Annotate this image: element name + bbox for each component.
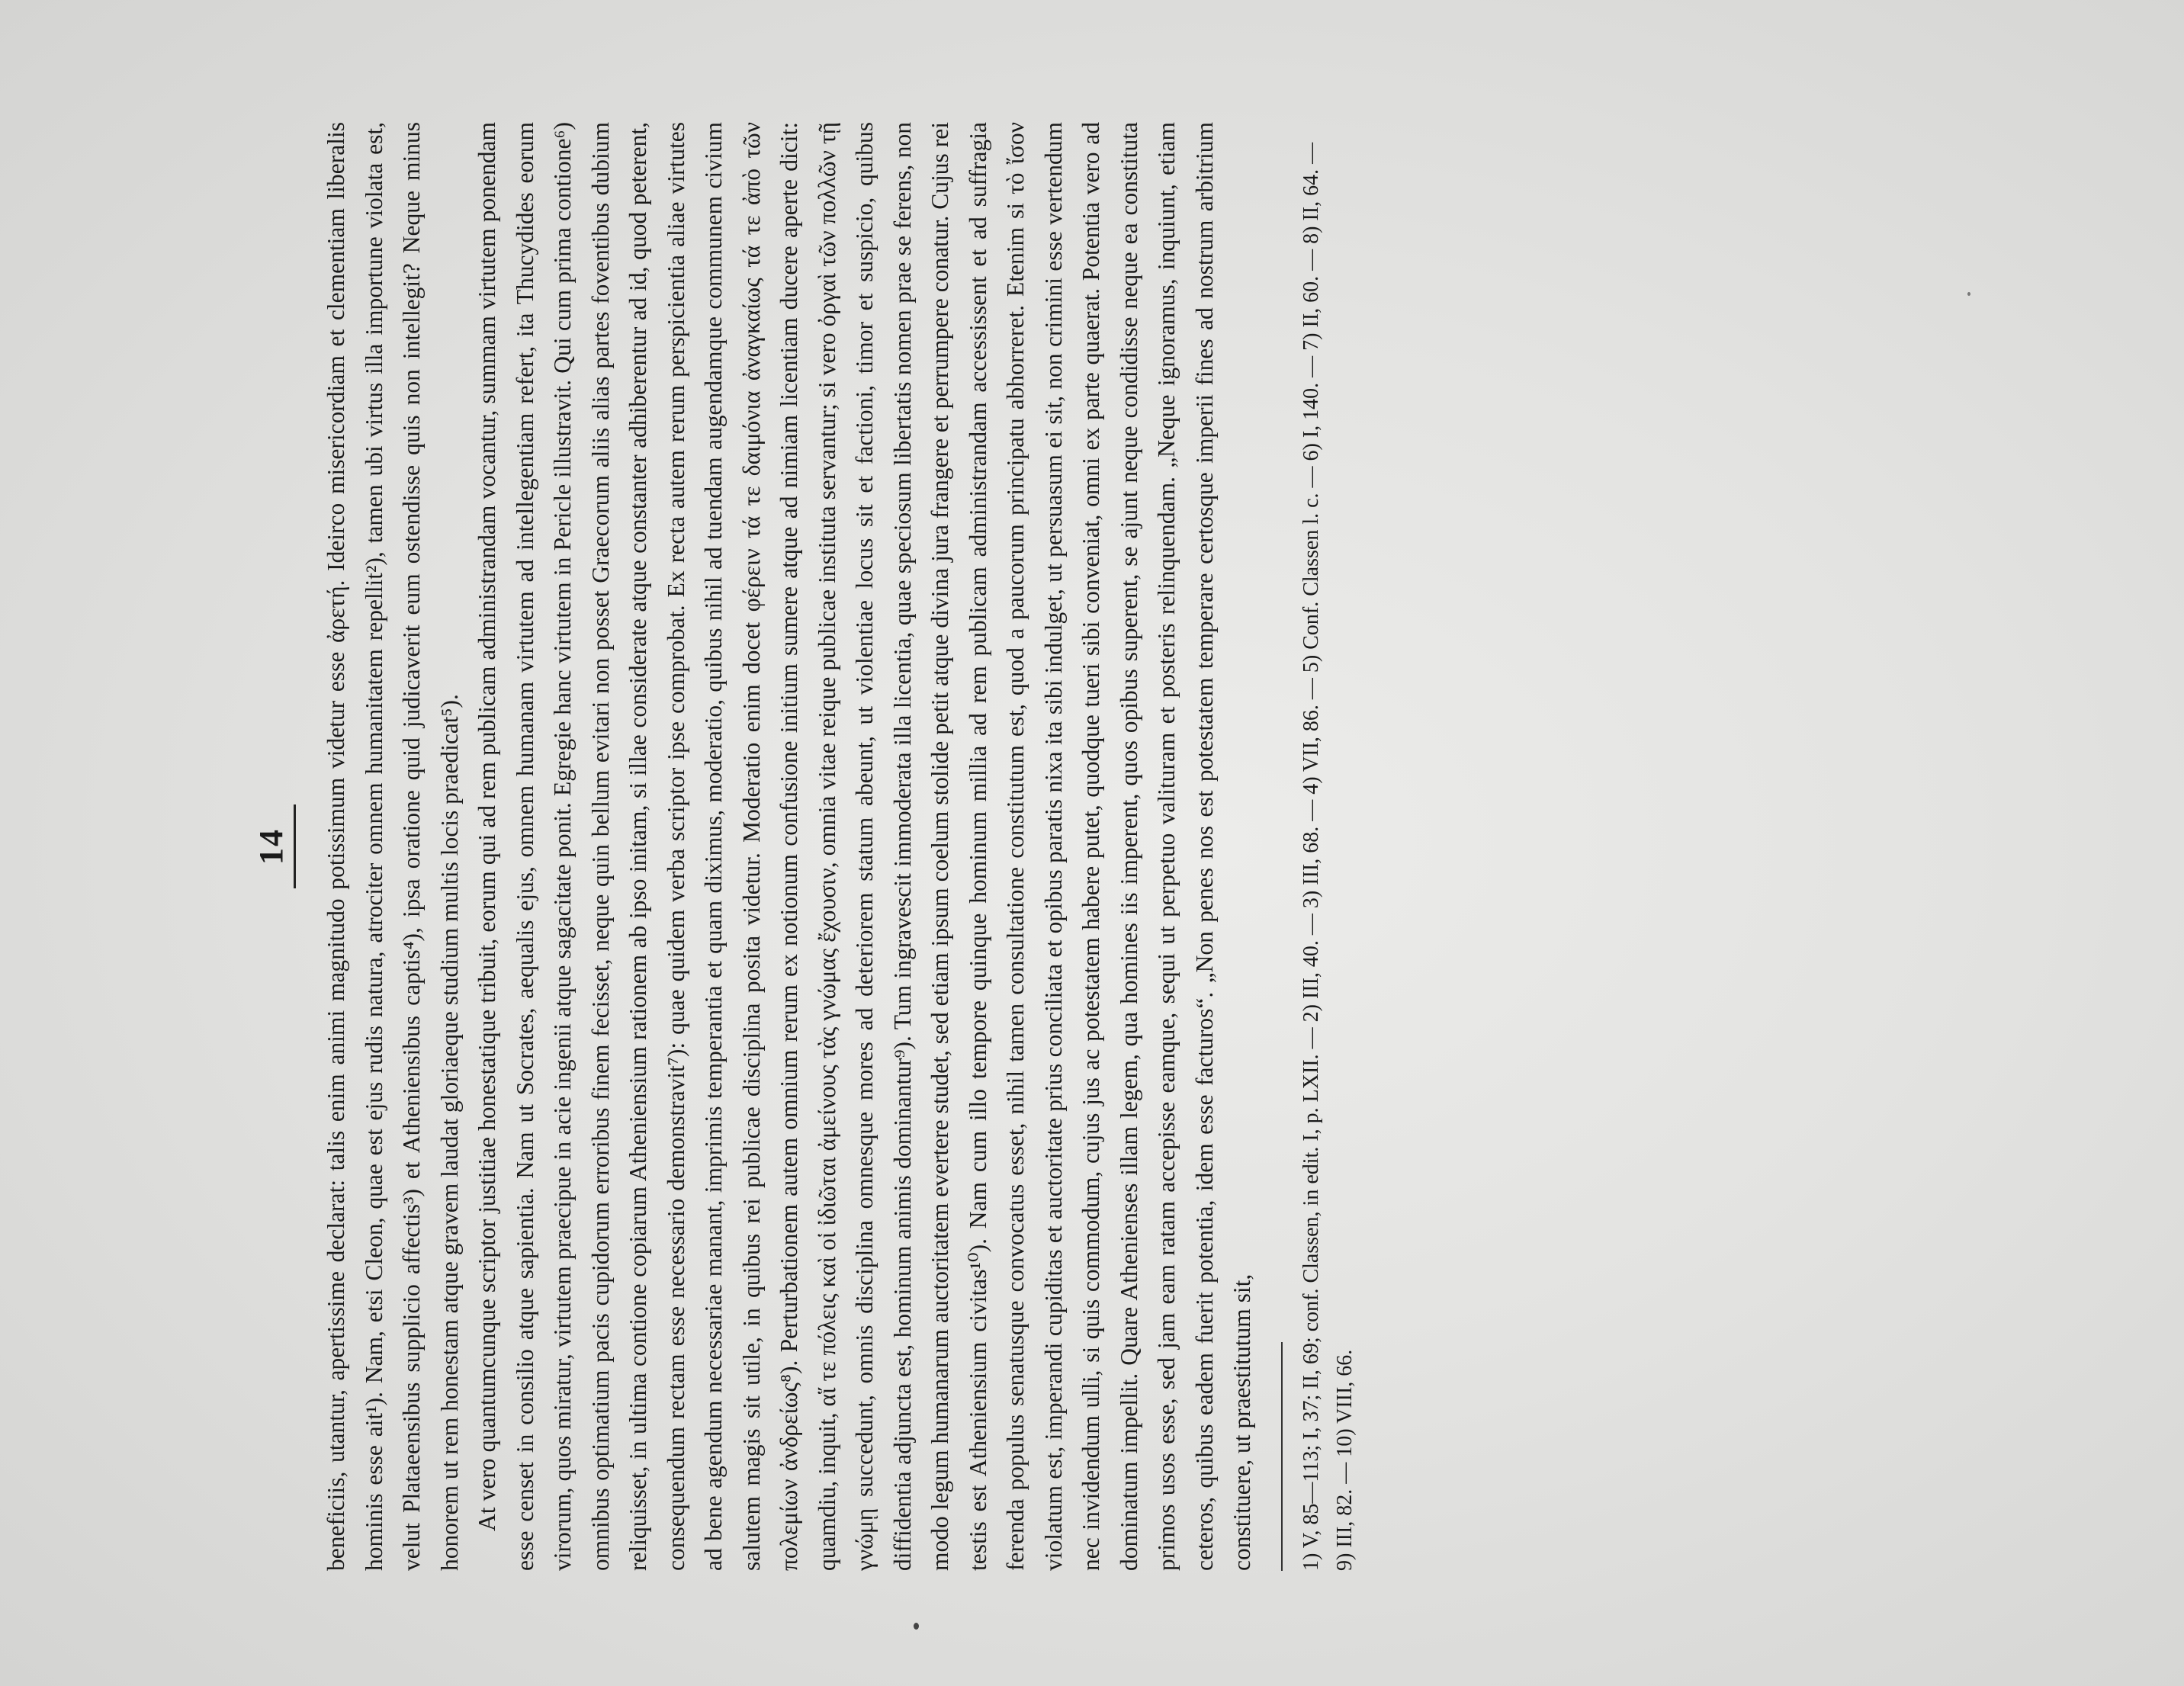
body-text <box>317 122 1261 1571</box>
footnote-text: 1) V, 85—113; I, 37; II, 69; conf. Classen, in edit. I, p. LXII. — 2) III, 40. — 3) III, 68. — 4) VII, 86. — 5) Conf. Classen l. c. — 6) I, 140. — 7) II, 60. — 8) II, 64. — 9) III, 82. — 10) VIII, 66. <box>1299 142 1357 1571</box>
dust-speck <box>1967 292 1970 296</box>
paragraph-2: At vero quantumcunque scriptor justitiae honestatique tribuit, eorum qui ad rem publicam administrandam vocantur, summam virtutem ponendam esse censet in consilio atque sapientia. Nam ut Socrates, aequalis ejus, omnem humanam virtutem ad intellegentiam refert, ita Thucydides eorum virorum, quos miratur, virtutem praecipue in acie ingenii atque sagacitate ponit. Egregie hanc virtutem in Pericle illustravit. Qui cum prima contione⁶) omnibus optimatium pacis cupidorum erroribus finem fecisset, neque quin bellum evitari non posset Graecorum aliis alias partes foventibus dubium reliquisset, in ultima contione copiarum Atheniensium rationem ab ipso initam, si illae considerate atque constanter adhiberentur ad id, quod peterent, consequendum rectam esse necessario demonstravit⁷): quae quidem verba scriptor ipse comprobat. Ex recta autem rerum perspicientia aliae virtutes ad bene agendum necessariae manant, imprimis temperantia et quam diximus, moderatio, quibus nihil ad tuendam augendamque communem civium salutem magis sit utile, in quibus rei publicae disciplina posita videtur. Moderatio enim docet φέρειν τά τε δαιμόνια ἀναγκαίως τά τε ἀπὸ τῶν πολεμίων ἀνδρείως⁸). Perturbationem autem omnium rerum ex notionum confusione initium sumere atque ad nimiam licentiam ducere aperte dicit: quamdiu, inquit, αἵ τε πόλεις καὶ οἱ ἰδιῶται ἀμείνους τὰς γνώμας ἔχουσιν, omnia vitae reique publicae instituta servantur; si vero ὀργαὶ τῶν πολλῶν τῇ γνώμῃ succedunt, omnis disciplina omnesque mores ad deteriorem statum abeunt, ut violentiae locus sit et factioni, timor et suspicio, quibus diffidentia adjuncta est, hominum animis dominantur⁹). Tum ingravescit immoderata illa licentia, quae speciosum libertatis nomen prae se ferens, non modo legum humanarum auctoritatem evertere studet, sed etiam ipsum coelum stolide petit atque divina jura frangere et perrumpere conatur. Cujus rei testis est Atheniensium civitas¹⁰). Nam cum illo tempore quinque hominum millia ad rem publicam administrandam accessissent et ad suffragia ferenda populus senatusque convocatus esset, nihil tamen consultatione constitutum est, quod a paucorum principatu abhorreret. Etenim si τὸ ἴσον violatum est, imperandi cupiditas et auctoritate prius conciliata et opibus paratis nixa ita sibi indulget, ut persuasum ei sit, non crimini esse vertendum nec invidendum ulli, si quis commodum, cujus jus ac potestatem habere putet, quodque tueri sibi conveniat, omni ex parte quaerat. Potentia vero ad dominatum impellit. Quare Athenienses illam legem, qua homines iis imperent, quos opibus superent, se ajunt neque condidisse neque ea constituta primos usos esse, sed jam eam ratam accepisse eamque, sequi ut perpetuo valituram et posteris relinquendam. „Neque ignoramus, inquiunt, etiam ceteros, quibus eadem fuerit potentia, idem esse facturos“. „Non penes nos est potestatem temperare certosque imperii fines ad nostrum arbitrium constituere, ut praestitutum sit, <box>474 122 1255 1571</box>
footnote-rule <box>1281 1342 1283 1571</box>
paragraph-1: beneficiis, utantur, apertissime declarat: talis enim animi magnitudo potissimum videtur esse ἀρετή. Ideirco misericordiam et clementiam liberalis hominis esse ait¹). Nam, etsi Cleon, quae est ejus rudis natura, atrociter omnem humanitatem repellit²), tamen ubi virtus illa importune violata est, velut Plataeensibus supplicio affectis³) et Atheniensibus captis⁴), ipsa oratione quid judicaverit eum ostendisse quis non intellegit? Neque minus honorem ut rem honestam atque gravem laudat gloriaeque studium multis locis praedicat⁵). <box>323 122 463 1571</box>
footnotes <box>1295 122 1362 1571</box>
page-number: 14 <box>252 828 290 865</box>
dust-speck <box>914 1623 919 1630</box>
header-rule <box>294 804 296 888</box>
rotated-page <box>252 122 1426 1571</box>
